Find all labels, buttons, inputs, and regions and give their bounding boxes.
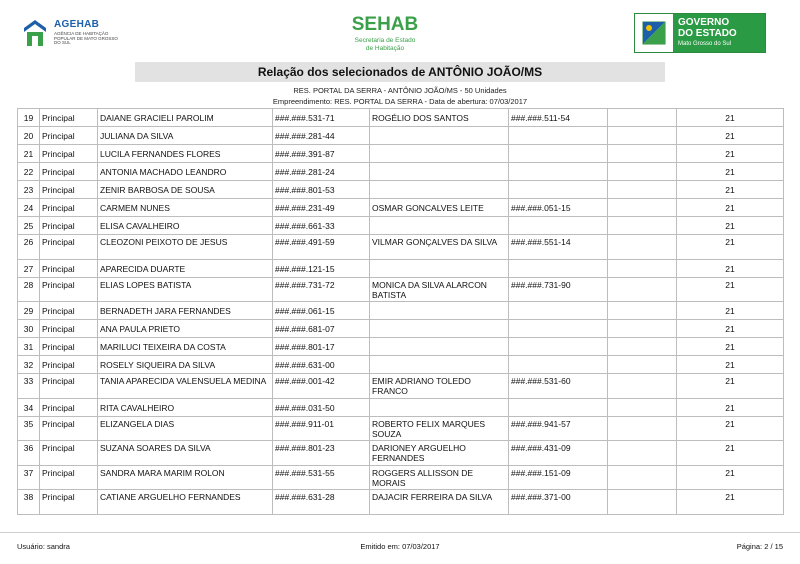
agehab-logo — [22, 16, 162, 50]
holder-name: BERNADETH JARA FERNANDES — [98, 302, 273, 320]
row-type: Principal — [40, 259, 98, 277]
report-title: Relação dos selecionados de ANTÔNIO JOÃO/MS — [135, 62, 665, 82]
table-row — [18, 199, 784, 217]
extra-column — [608, 356, 677, 374]
row-value: 21 — [677, 199, 784, 217]
spouse-name: MONICA DA SILVA ALARCON BATISTA — [370, 277, 509, 302]
spouse-name — [370, 163, 509, 181]
spouse-name — [370, 217, 509, 235]
spouse-cpf — [509, 217, 608, 235]
spouse-cpf — [509, 181, 608, 199]
holder-name: MARILUCI TEIXEIRA DA COSTA — [98, 338, 273, 356]
row-type: Principal — [40, 277, 98, 302]
holder-cpf: ###.###.801-53 — [273, 181, 370, 199]
report-footer — [0, 532, 800, 564]
row-type: Principal — [40, 441, 98, 466]
row-value: 21 — [677, 145, 784, 163]
row-number: 31 — [18, 338, 40, 356]
holder-cpf: ###.###.031-50 — [273, 398, 370, 416]
holder-name: ELISA CAVALHEIRO — [98, 217, 273, 235]
spouse-cpf: ###.###.151-09 — [509, 465, 608, 490]
agehab-logo-icon — [22, 18, 48, 48]
extra-column — [608, 181, 677, 199]
spouse-name: DARIONEY ARGUELHO FERNANDES — [370, 441, 509, 466]
extra-column — [608, 490, 677, 515]
holder-cpf: ###.###.731-72 — [273, 277, 370, 302]
table-row — [18, 374, 784, 399]
spouse-cpf — [509, 127, 608, 145]
row-number: 29 — [18, 302, 40, 320]
holder-cpf: ###.###.491-59 — [273, 235, 370, 260]
row-value: 21 — [677, 490, 784, 515]
table-row — [18, 181, 784, 199]
table-row — [18, 163, 784, 181]
holder-name: ELIZANGELA DIAS — [98, 416, 273, 441]
row-type: Principal — [40, 235, 98, 260]
spouse-name — [370, 259, 509, 277]
row-number: 36 — [18, 441, 40, 466]
spouse-name — [370, 145, 509, 163]
holder-name: JULIANA DA SILVA — [98, 127, 273, 145]
table-row — [18, 259, 784, 277]
government-line-3: Mato Grosso do Sul — [678, 41, 732, 47]
row-value: 21 — [677, 398, 784, 416]
spouse-cpf — [509, 259, 608, 277]
spouse-name: VILMAR GONÇALVES DA SILVA — [370, 235, 509, 260]
holder-name: ANA PAULA PRIETO — [98, 320, 273, 338]
row-value: 21 — [677, 356, 784, 374]
row-type: Principal — [40, 199, 98, 217]
row-type: Principal — [40, 145, 98, 163]
spouse-cpf — [509, 356, 608, 374]
agehab-subtitle: AGÊNCIA DE HABITAÇÃO POPULAR DE MATO GROSSO DO SUL — [54, 31, 118, 46]
row-value: 21 — [677, 465, 784, 490]
row-value: 21 — [677, 374, 784, 399]
holder-cpf: ###.###.631-28 — [273, 490, 370, 515]
spouse-name: EMIR ADRIANO TOLEDO FRANCO — [370, 374, 509, 399]
table-row — [18, 277, 784, 302]
agehab-name: AGEHAB — [54, 19, 100, 31]
holder-cpf: ###.###.801-23 — [273, 441, 370, 466]
row-number: 35 — [18, 416, 40, 441]
row-type: Principal — [40, 416, 98, 441]
table-row — [18, 490, 784, 515]
row-value: 21 — [677, 320, 784, 338]
extra-column — [608, 199, 677, 217]
holder-name: CLEOZONI PEIXOTO DE JESUS — [98, 235, 273, 260]
row-value: 21 — [677, 259, 784, 277]
row-value: 21 — [677, 277, 784, 302]
holder-cpf: ###.###.911-01 — [273, 416, 370, 441]
row-number: 37 — [18, 465, 40, 490]
spouse-cpf — [509, 145, 608, 163]
footer-page-number: Página: 2 / 15 — [736, 542, 783, 551]
holder-name: ZENIR BARBOSA DE SOUSA — [98, 181, 273, 199]
row-value: 21 — [677, 127, 784, 145]
extra-column — [608, 441, 677, 466]
holder-cpf: ###.###.681-07 — [273, 320, 370, 338]
holder-name: DAIANE GRACIELI PAROLIM — [98, 109, 273, 127]
row-number: 32 — [18, 356, 40, 374]
holder-cpf: ###.###.001-42 — [273, 374, 370, 399]
spouse-cpf — [509, 338, 608, 356]
row-value: 21 — [677, 235, 784, 260]
table-row — [18, 398, 784, 416]
selected-table — [17, 108, 784, 515]
footer-emitted-date: Emitido em: 07/03/2017 — [360, 542, 440, 551]
extra-column — [608, 127, 677, 145]
row-type: Principal — [40, 356, 98, 374]
row-number: 20 — [18, 127, 40, 145]
spouse-name: ROGGERS ALLISSON DE MORAIS — [370, 465, 509, 490]
extra-column — [608, 259, 677, 277]
holder-name: ROSELY SIQUEIRA DA SILVA — [98, 356, 273, 374]
table-row — [18, 145, 784, 163]
holder-name: ELIAS LOPES BATISTA — [98, 277, 273, 302]
extra-column — [608, 465, 677, 490]
extra-column — [608, 302, 677, 320]
table-row — [18, 441, 784, 466]
table-row — [18, 338, 784, 356]
row-type: Principal — [40, 320, 98, 338]
holder-cpf: ###.###.281-24 — [273, 163, 370, 181]
holder-cpf: ###.###.531-71 — [273, 109, 370, 127]
row-type: Principal — [40, 109, 98, 127]
table-row — [18, 302, 784, 320]
spouse-name: ROGÉLIO DOS SANTOS — [370, 109, 509, 127]
footer-user: Usuário: sandra — [17, 542, 70, 551]
government-logo — [634, 13, 766, 53]
report-subtitle: RES. PORTAL DA SERRA - ANTÔNIO JOÃO/MS - 50 Unidades — [293, 86, 507, 95]
holder-name: TANIA APARECIDA VALENSUELA MEDINA — [98, 374, 273, 399]
sehab-subtitle-2: de Habitação — [365, 45, 405, 53]
spouse-cpf: ###.###.941-57 — [509, 416, 608, 441]
spouse-name: ROBERTO FELIX MARQUES SOUZA — [370, 416, 509, 441]
spouse-cpf: ###.###.551-14 — [509, 235, 608, 260]
spouse-name — [370, 338, 509, 356]
row-number: 23 — [18, 181, 40, 199]
row-number: 24 — [18, 199, 40, 217]
table-row — [18, 109, 784, 127]
spouse-cpf — [509, 398, 608, 416]
spouse-name — [370, 320, 509, 338]
table-row — [18, 320, 784, 338]
holder-name: CARMEM NUNES — [98, 199, 273, 217]
spouse-name — [370, 302, 509, 320]
holder-cpf: ###.###.121-15 — [273, 259, 370, 277]
row-value: 21 — [677, 416, 784, 441]
row-type: Principal — [40, 217, 98, 235]
row-type: Principal — [40, 374, 98, 399]
table-row — [18, 356, 784, 374]
row-value: 21 — [677, 163, 784, 181]
spouse-cpf: ###.###.371-00 — [509, 490, 608, 515]
holder-cpf: ###.###.801-17 — [273, 338, 370, 356]
row-type: Principal — [40, 181, 98, 199]
row-number: 26 — [18, 235, 40, 260]
spouse-name — [370, 181, 509, 199]
spouse-name: OSMAR GONCALVES LEITE — [370, 199, 509, 217]
row-number: 21 — [18, 145, 40, 163]
row-type: Principal — [40, 465, 98, 490]
extra-column — [608, 235, 677, 260]
extra-column — [608, 398, 677, 416]
holder-cpf: ###.###.661-33 — [273, 217, 370, 235]
government-line-2: DO ESTADO — [678, 27, 737, 39]
sehab-subtitle-1: Secretaria de Estado — [354, 37, 416, 44]
sehab-logo — [320, 15, 450, 53]
extra-column — [608, 217, 677, 235]
holder-name: CATIANE ARGUELHO FERNANDES — [98, 490, 273, 515]
extra-column — [608, 374, 677, 399]
holder-cpf: ###.###.061-15 — [273, 302, 370, 320]
row-type: Principal — [40, 163, 98, 181]
row-type: Principal — [40, 127, 98, 145]
holder-name: ANTONIA MACHADO LEANDRO — [98, 163, 273, 181]
extra-column — [608, 338, 677, 356]
spouse-cpf: ###.###.531-60 — [509, 374, 608, 399]
extra-column — [608, 163, 677, 181]
row-type: Principal — [40, 398, 98, 416]
row-value: 21 — [677, 338, 784, 356]
row-number: 30 — [18, 320, 40, 338]
holder-name: SANDRA MARA MARIM ROLON — [98, 465, 273, 490]
row-number: 34 — [18, 398, 40, 416]
row-value: 21 — [677, 217, 784, 235]
row-number: 33 — [18, 374, 40, 399]
table-row — [18, 465, 784, 490]
holder-cpf: ###.###.631-00 — [273, 356, 370, 374]
spouse-cpf — [509, 320, 608, 338]
row-value: 21 — [677, 181, 784, 199]
spouse-cpf: ###.###.431-09 — [509, 441, 608, 466]
holder-cpf: ###.###.391-87 — [273, 145, 370, 163]
row-value: 21 — [677, 109, 784, 127]
row-number: 25 — [18, 217, 40, 235]
extra-column — [608, 277, 677, 302]
table-row — [18, 127, 784, 145]
table-row — [18, 217, 784, 235]
selected-table-container — [17, 108, 783, 522]
table-row — [18, 235, 784, 260]
sehab-name: SEHAB — [351, 14, 419, 35]
extra-column — [608, 109, 677, 127]
holder-name: RITA CAVALHEIRO — [98, 398, 273, 416]
row-number: 38 — [18, 490, 40, 515]
row-value: 21 — [677, 302, 784, 320]
extra-column — [608, 145, 677, 163]
government-line-1: GOVERNO — [678, 17, 730, 28]
holder-name: LUCILA FERNANDES FLORES — [98, 145, 273, 163]
row-number: 22 — [18, 163, 40, 181]
state-flag-icon — [641, 18, 667, 48]
holder-cpf: ###.###.281-44 — [273, 127, 370, 145]
row-number: 19 — [18, 109, 40, 127]
spouse-cpf — [509, 163, 608, 181]
table-row — [18, 416, 784, 441]
row-type: Principal — [40, 490, 98, 515]
spouse-cpf: ###.###.731-90 — [509, 277, 608, 302]
holder-name: APARECIDA DUARTE — [98, 259, 273, 277]
row-type: Principal — [40, 302, 98, 320]
holder-cpf: ###.###.531-55 — [273, 465, 370, 490]
holder-name: SUZANA SOARES DA SILVA — [98, 441, 273, 466]
row-type: Principal — [40, 338, 98, 356]
spouse-name: DAJACIR FERREIRA DA SILVA — [370, 490, 509, 515]
spouse-cpf: ###.###.511-54 — [509, 109, 608, 127]
row-number: 28 — [18, 277, 40, 302]
row-number: 27 — [18, 259, 40, 277]
report-header — [0, 0, 800, 62]
spouse-name — [370, 127, 509, 145]
report-enterprise-line: Empreendimento: RES. PORTAL DA SERRA - Data de abertura: 07/03/2017 — [272, 97, 528, 106]
holder-cpf: ###.###.231-49 — [273, 199, 370, 217]
extra-column — [608, 320, 677, 338]
spouse-name — [370, 356, 509, 374]
spouse-cpf — [509, 302, 608, 320]
extra-column — [608, 416, 677, 441]
row-value: 21 — [677, 441, 784, 466]
spouse-name — [370, 398, 509, 416]
spouse-cpf: ###.###.051-15 — [509, 199, 608, 217]
